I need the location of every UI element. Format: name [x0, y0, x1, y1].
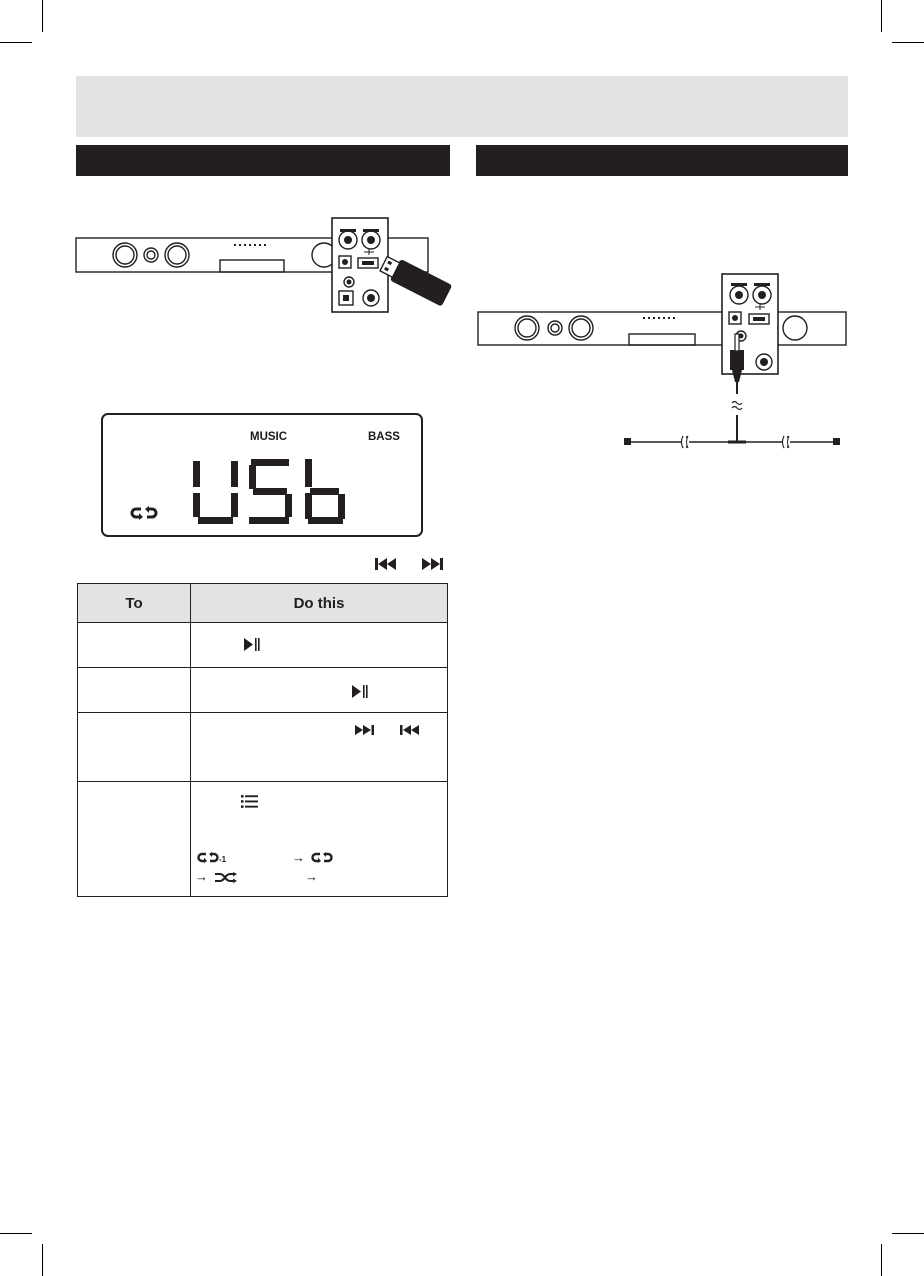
crop-mark: [892, 42, 924, 43]
column-header-to: To: [78, 584, 191, 623]
playback-operations-table: [77, 583, 448, 897]
arrow-icon: →: [195, 869, 208, 884]
table-cell-to: [78, 623, 191, 668]
crop-mark: [42, 1244, 43, 1276]
crop-mark: [892, 1233, 924, 1234]
table-cell-to: [78, 713, 191, 782]
lcd-bass-indicator: BASS: [368, 431, 400, 443]
shuffle-icon: [215, 872, 237, 883]
table-row: [78, 668, 448, 713]
repeat-one-icon: [197, 852, 219, 863]
play-pause-icon: [352, 685, 368, 698]
lcd-segment-text: [189, 457, 349, 527]
table-cell-do-this: [191, 782, 448, 897]
lcd-display: [101, 413, 423, 537]
next-track-icon: [355, 725, 375, 735]
next-track-icon: [422, 558, 444, 570]
right-section-heading: [476, 145, 848, 176]
table-cell-to: [78, 668, 191, 713]
soundbar-aux-illustration: [476, 272, 848, 462]
arrow-icon: →: [305, 869, 318, 884]
repeat-icon: [129, 506, 159, 520]
soundbar-usb-illustration: [74, 215, 456, 321]
table-cell-do-this: [191, 668, 448, 713]
table-cell-do-this: [191, 623, 448, 668]
repeat-one-suffix: -1: [219, 855, 227, 864]
menu-list-icon: [241, 795, 259, 808]
arrow-icon: →: [292, 850, 305, 865]
column-header-do-this: Do this: [191, 584, 448, 623]
crop-mark: [881, 0, 882, 32]
table-header-row: [78, 584, 448, 623]
crop-mark: [0, 1233, 32, 1234]
previous-track-icon: [375, 558, 397, 570]
previous-track-icon: [400, 725, 420, 735]
play-pause-icon: [244, 638, 260, 651]
table-cell-do-this: [191, 713, 448, 782]
table-row: [78, 623, 448, 668]
left-section-heading: [76, 145, 450, 176]
repeat-all-icon: [311, 852, 333, 863]
lcd-music-indicator: MUSIC: [250, 431, 288, 443]
table-row: [78, 713, 448, 782]
crop-mark: [42, 0, 43, 32]
page-title-banner: [76, 76, 848, 137]
crop-mark: [881, 1244, 882, 1276]
table-cell-to: [78, 782, 191, 897]
crop-mark: [0, 42, 32, 43]
table-row: [78, 782, 448, 897]
